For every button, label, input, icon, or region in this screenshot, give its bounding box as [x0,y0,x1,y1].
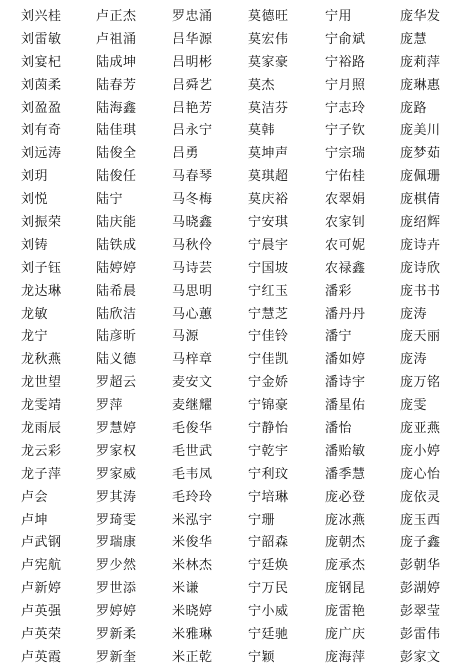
name-cell: 庞小婷 [400,443,441,459]
name-cell: 龙宁 [21,329,49,345]
name-cell: 庞亚燕 [400,421,441,437]
name-cell: 刘远涛 [21,146,62,162]
name-cell: 庞承杰 [325,558,366,574]
name-cell: 庞万铭 [400,375,441,391]
name-cell: 宁佳铃 [248,329,289,345]
name-cell: 米俊华 [172,535,213,551]
name-cell: 宁安琪 [248,215,289,231]
name-cell: 陆庆能 [96,215,137,231]
name-cell: 吕艳芳 [172,100,213,116]
name-cell: 罗其涛 [96,489,137,505]
name-cell: 莫庆裕 [248,192,289,208]
name-column-5 [325,6,403,670]
name-cell: 庞雷艳 [325,604,366,620]
name-cell: 宁小威 [248,604,289,620]
name-cell: 庞依灵 [400,489,441,505]
name-cell: 宁慧芝 [248,306,289,322]
name-cell: 庞路 [400,100,428,116]
name-cell: 毛俊华 [172,421,213,437]
name-cell: 罗瑞康 [96,535,137,551]
name-cell: 毛玲玲 [172,489,213,505]
name-cell: 龙雯靖 [21,398,62,414]
name-cell: 陆春芳 [96,77,137,93]
name-cell: 宁韶森 [248,535,289,551]
name-cell: 陆俊全 [96,146,137,162]
name-cell: 刘兴桂 [21,9,62,24]
name-cell: 宁晨宇 [248,237,289,253]
name-cell: 陆彦昕 [96,329,137,345]
name-cell: 庞棋倩 [400,192,441,208]
name-cell: 陆俊任 [96,169,137,185]
name-cell: 宁志玲 [325,100,366,116]
name-cell: 卢坤 [21,512,49,528]
name-cell: 庞雯 [400,398,428,414]
name-cell: 马冬梅 [172,192,213,208]
name-cell: 刘悦 [21,192,49,208]
name-cell: 卢英强 [21,604,62,620]
name-cell: 卢祖涌 [96,31,137,47]
name-cell: 潘贻敏 [325,443,366,459]
name-cell: 庞广庆 [325,627,366,643]
name-cell: 莫家豪 [248,54,289,70]
name-cell: 马春琴 [172,169,213,185]
name-cell: 莫宏伟 [248,31,289,47]
name-cell: 陆希晨 [96,283,137,299]
name-cell: 宁利玟 [248,466,289,482]
name-cell: 龙雨辰 [21,421,62,437]
name-cell: 马晓鑫 [172,215,213,231]
name-cell: 宁佑桂 [325,169,366,185]
name-column-6 [400,6,459,670]
name-cell: 马源 [172,329,200,345]
name-cell: 宁颖 [248,649,276,665]
name-cell: 庞涛 [400,306,428,322]
name-cell: 毛世武 [172,443,213,459]
name-cell: 罗新柔 [96,627,137,643]
name-cell: 宁乾宇 [248,443,289,459]
name-cell: 农可妮 [325,237,366,253]
name-cell: 庞心怡 [400,466,441,482]
name-cell: 潘怡 [325,421,353,437]
name-cell: 彭家文 [400,649,441,665]
name-cell: 陆海鑫 [96,100,137,116]
name-cell: 莫杰 [248,77,276,93]
name-cell: 马心蕙 [172,306,213,322]
name-cell: 米泓宇 [172,512,213,528]
name-cell: 马梓章 [172,352,213,368]
name-cell: 莫韩 [248,123,276,139]
name-cell: 卢新婷 [21,581,62,597]
name-cell: 龙秋燕 [21,352,62,368]
name-cell: 马诗芸 [172,260,213,276]
name-cell: 罗世添 [96,581,137,597]
name-cell: 米正乾 [172,649,213,665]
name-cell: 庞涛 [400,352,428,368]
name-cell: 潘诗宇 [325,375,366,391]
name-cell: 吕永宁 [172,123,213,139]
name-cell: 宁培琳 [248,489,289,505]
name-cell: 庞华发 [400,9,441,24]
name-cell: 陆成坤 [96,54,137,70]
name-cell: 庞冰燕 [325,512,366,528]
name-cell: 宁宗瑞 [325,146,366,162]
name-cell: 莫坤声 [248,146,289,162]
name-cell: 罗新奎 [96,649,137,665]
name-cell: 莫德旺 [248,9,289,24]
name-cell: 吕明彬 [172,54,213,70]
name-cell: 罗琦雯 [96,512,137,528]
name-column-4 [248,6,326,670]
name-cell: 麦继耀 [172,398,213,414]
name-cell: 刘振荣 [21,215,62,231]
name-cell: 龙世望 [21,375,62,391]
name-cell: 卢英霞 [21,649,62,665]
name-cell: 农翠娟 [325,192,366,208]
name-cell: 庞琳惠 [400,77,441,93]
name-cell: 宁红玉 [248,283,289,299]
name-cell: 庞子鑫 [400,535,441,551]
name-cell: 庞海萍 [325,649,366,665]
name-cell: 潘宁 [325,329,353,345]
name-cell: 米晓婷 [172,604,213,620]
name-cell: 庞美川 [400,123,441,139]
name-cell: 马秋伶 [172,237,213,253]
name-cell: 罗家威 [96,466,137,482]
name-cell: 宁金娇 [248,375,289,391]
name-cell: 龙达琳 [21,283,62,299]
name-cell: 宁珊 [248,512,276,528]
name-cell: 罗少然 [96,558,137,574]
name-cell: 潘如婷 [325,352,366,368]
name-cell: 刘茵柔 [21,77,62,93]
name-cell: 宁俞斌 [325,31,366,47]
name-cell: 罗婷婷 [96,604,137,620]
name-cell: 卢武钢 [21,535,62,551]
name-cell: 罗萍 [96,398,124,414]
name-cell: 潘彩 [325,283,353,299]
name-cell: 宁廷焕 [248,558,289,574]
name-cell: 刘玥 [21,169,49,185]
name-cell: 陆宁 [96,192,124,208]
name-column-2 [96,6,174,670]
name-cell: 陆铁成 [96,237,137,253]
name-cell: 庞慧 [400,31,428,47]
name-cell: 莫琪超 [248,169,289,185]
name-cell: 庞玉西 [400,512,441,528]
name-column-1 [21,6,99,670]
name-cell: 龙子萍 [21,466,62,482]
name-cell: 吕勇 [172,146,200,162]
name-cell: 彭雷伟 [400,627,441,643]
name-cell: 宁静怡 [248,421,289,437]
name-cell: 陆义德 [96,352,137,368]
name-cell: 农禄鑫 [325,260,366,276]
name-cell: 庞诗欣 [400,260,441,276]
name-cell: 卢会 [21,489,49,505]
name-cell: 龙云彩 [21,443,62,459]
name-cell: 马思明 [172,283,213,299]
name-cell: 潘丹丹 [325,306,366,322]
name-cell: 陆欣洁 [96,306,137,322]
name-column-3 [172,6,250,670]
name-cell: 刘盈盈 [21,100,62,116]
name-cell: 庞天丽 [400,329,441,345]
name-cell: 庞莉萍 [400,54,441,70]
name-cell: 宁万民 [248,581,289,597]
name-cell: 农家钊 [325,215,366,231]
name-cell: 刘铸 [21,237,49,253]
name-cell: 宁廷驰 [248,627,289,643]
name-cell: 麦安文 [172,375,213,391]
name-cell: 庞书书 [400,283,441,299]
name-cell: 莫洁芬 [248,100,289,116]
name-cell: 陆婷婷 [96,260,137,276]
name-cell: 彭湖婷 [400,581,441,597]
name-cell: 庞钢昆 [325,581,366,597]
name-cell: 米雅琳 [172,627,213,643]
name-cell: 卢正杰 [96,9,137,24]
name-cell: 彭朝华 [400,558,441,574]
name-cell: 陆佳琪 [96,123,137,139]
name-cell: 彭翠莹 [400,604,441,620]
name-cell: 庞朝杰 [325,535,366,551]
name-cell: 卢英荣 [21,627,62,643]
name-cell: 潘季慧 [325,466,366,482]
name-cell: 刘有奇 [21,123,62,139]
name-cell: 罗忠涌 [172,9,213,24]
name-cell: 龙敏 [21,306,49,322]
name-cell: 罗慧婷 [96,421,137,437]
name-cell: 潘星佑 [325,398,366,414]
name-cell: 庞诗卉 [400,237,441,253]
name-cell: 宁裕路 [325,54,366,70]
name-cell: 刘宴杞 [21,54,62,70]
name-cell: 刘子钰 [21,260,62,276]
name-cell: 卢宪航 [21,558,62,574]
name-cell: 宁用 [325,9,353,24]
name-cell: 米林杰 [172,558,213,574]
name-cell: 毛韦凤 [172,466,213,482]
name-cell: 庞必登 [325,489,366,505]
name-cell: 庞梦茹 [400,146,441,162]
name-cell: 宁锦豪 [248,398,289,414]
name-cell: 吕舜艺 [172,77,213,93]
name-cell: 罗超云 [96,375,137,391]
name-cell: 宁子钦 [325,123,366,139]
name-cell: 宁国坡 [248,260,289,276]
name-cell: 宁佳凯 [248,352,289,368]
name-cell: 宁月照 [325,77,366,93]
name-cell: 罗家权 [96,443,137,459]
name-cell: 庞佩珊 [400,169,441,185]
name-cell: 庞绍辉 [400,215,441,231]
name-cell: 米谦 [172,581,200,597]
name-cell: 吕华源 [172,31,213,47]
name-cell: 刘雷敏 [21,31,62,47]
